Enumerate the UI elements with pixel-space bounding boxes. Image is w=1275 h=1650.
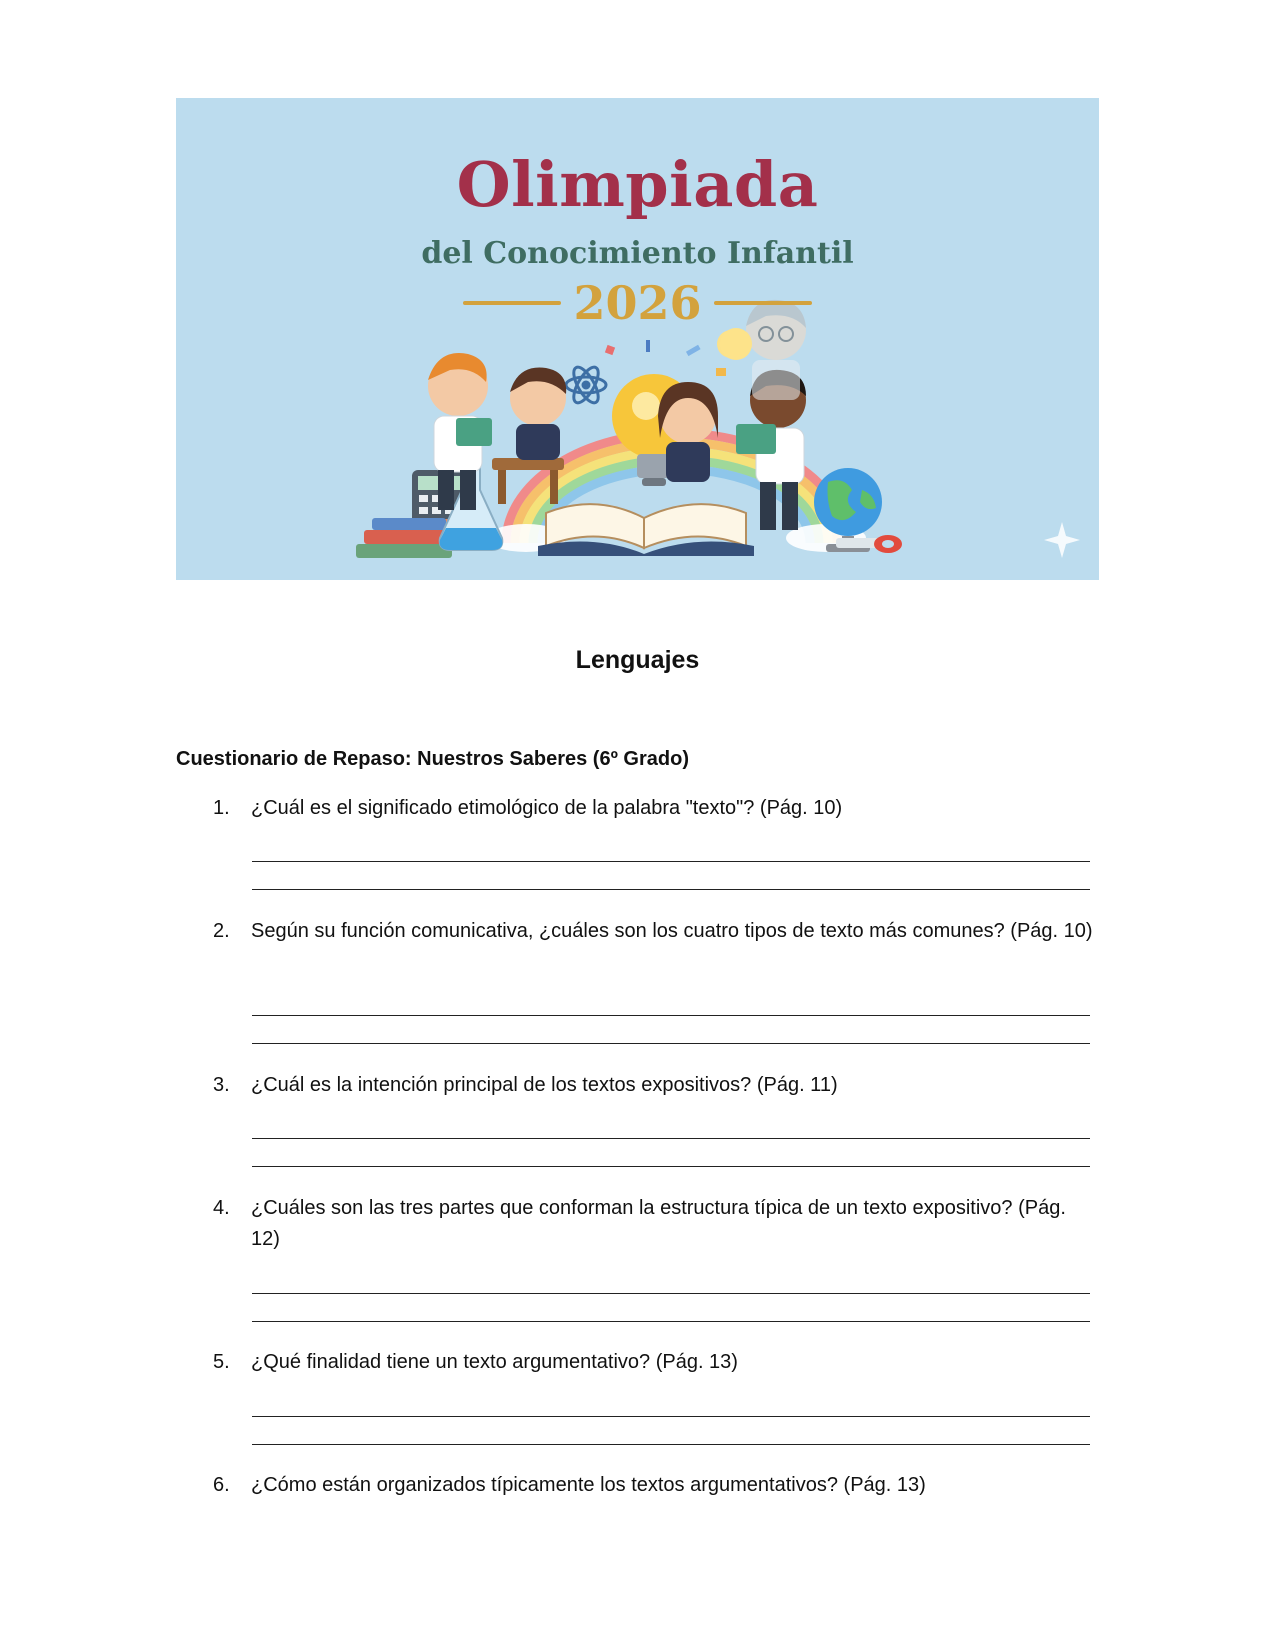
question-item — [213, 1470, 1093, 1501]
banner-rule-right — [714, 301, 812, 305]
books-stack-illustration — [356, 518, 452, 558]
question-number: 2. — [213, 920, 230, 942]
answer-line[interactable] — [252, 1138, 1090, 1139]
answer-line[interactable] — [252, 1416, 1090, 1417]
question-text: Según su función comunicativa, ¿cuáles son los cuatro tipos de texto más comunes? (Pág. 10) — [251, 920, 1093, 942]
question-number: 6. — [213, 1474, 230, 1496]
banner-title: Olimpiada — [456, 148, 819, 221]
answer-line[interactable] — [252, 889, 1090, 890]
header-banner — [176, 98, 1099, 580]
banner-subtitle: del Conocimiento Infantil — [421, 236, 854, 271]
answer-line[interactable] — [252, 1321, 1090, 1322]
question-item — [213, 1070, 1093, 1101]
answer-line[interactable] — [252, 1444, 1090, 1445]
question-text: ¿Cuál es el significado etimológico de la palabra "texto"? (Pág. 10) — [251, 797, 843, 819]
question-item — [213, 1347, 1093, 1378]
question-text: ¿Qué finalidad tiene un texto argumentativo? (Pág. 13) — [251, 1351, 738, 1373]
sparkle-icon — [1044, 522, 1080, 558]
question-text: ¿Cuál es la intención principal de los textos expositivos? (Pág. 11) — [251, 1074, 838, 1096]
question-item — [213, 916, 1093, 947]
question-number: 3. — [213, 1074, 230, 1096]
question-item — [213, 1193, 1093, 1255]
banner-year-row — [176, 276, 1099, 330]
question-text: ¿Cómo están organizados típicamente los textos argumentativos? (Pág. 13) — [251, 1474, 926, 1496]
question-number: 1. — [213, 797, 230, 819]
open-book-illustration — [538, 504, 754, 556]
question-text: ¿Cuáles son las tres partes que conforman la estructura típica de un texto expositivo? (Pág. 12) — [251, 1197, 1066, 1250]
question-number: 4. — [213, 1197, 230, 1219]
banner-year: 2026 — [573, 276, 702, 330]
answer-line[interactable] — [252, 1293, 1090, 1294]
question-number: 5. — [213, 1351, 230, 1373]
banner-rule-left — [463, 301, 561, 305]
question-item — [213, 793, 1093, 824]
atom-icon — [566, 364, 606, 407]
answer-line[interactable] — [252, 1166, 1090, 1167]
section-title: Lenguajes — [575, 646, 700, 674]
answer-line[interactable] — [252, 1015, 1090, 1016]
answer-line[interactable] — [252, 861, 1090, 862]
quiz-heading: Cuestionario de Repaso: Nuestros Saberes (6º Grado) — [176, 748, 689, 770]
answer-line[interactable] — [252, 1043, 1090, 1044]
